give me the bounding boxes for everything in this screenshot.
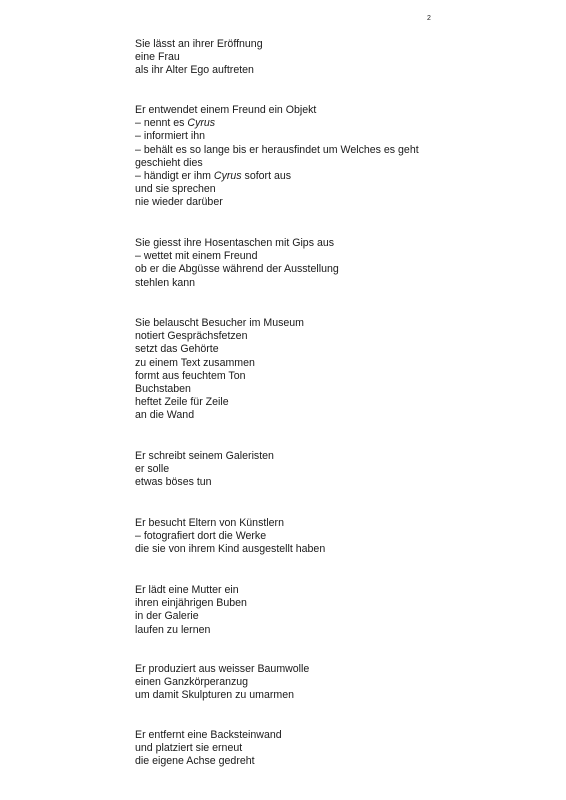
text-line: – händigt er ihm Cyrus sofort aus bbox=[135, 169, 292, 182]
text-line: einen Ganzkörperanzug bbox=[135, 676, 249, 689]
stanza-8 bbox=[135, 663, 309, 703]
text-line: – fotografiert dort die Werke bbox=[135, 530, 267, 543]
text-line: Sie belauscht Besucher im Museum bbox=[135, 317, 304, 329]
text-line: laufen zu lernen bbox=[135, 623, 211, 636]
text-line: geschieht dies bbox=[135, 156, 203, 169]
text-line: – informiert ihn bbox=[135, 130, 206, 143]
text-line: in der Galerie bbox=[135, 610, 199, 623]
text-line: ihren einjährigen Buben bbox=[135, 597, 247, 610]
stanza-1 bbox=[135, 38, 263, 78]
text-line: etwas böses tun bbox=[135, 476, 212, 489]
text-line: an die Wand bbox=[135, 409, 195, 422]
text-line: – behält es so lange bis er herausfindet um Welches es geht bbox=[135, 143, 419, 156]
text-line: um damit Skulpturen zu umarmen bbox=[135, 689, 294, 702]
text-line: Er schreibt seinem Galeristen bbox=[135, 450, 274, 462]
text-line: Er entfernt eine Backsteinwand bbox=[135, 729, 282, 741]
stanza-2 bbox=[135, 104, 419, 210]
stanza-4 bbox=[135, 317, 304, 423]
stanza-9 bbox=[135, 729, 282, 769]
text-line: heftet Zeile für Zeile bbox=[135, 396, 229, 409]
text-line: Sie lässt an ihrer Eröffnung bbox=[135, 38, 263, 50]
text-line: zu einem Text zusammen bbox=[135, 356, 255, 369]
text-line: ob er die Abgüsse während der Ausstellung bbox=[135, 263, 339, 276]
text-line: – wettet mit einem Freund bbox=[135, 250, 258, 263]
stanza-5 bbox=[135, 450, 274, 490]
text-line: Er entwendet einem Freund ein Objekt bbox=[135, 104, 317, 116]
stanza-3 bbox=[135, 237, 339, 290]
text-line: formt aus feuchtem Ton bbox=[135, 369, 246, 382]
stanza-7 bbox=[135, 584, 247, 637]
text-line: eine Frau bbox=[135, 51, 180, 64]
text-line: die sie von ihrem Kind ausgestellt haben bbox=[135, 543, 326, 556]
text-line: die eigene Achse gedreht bbox=[135, 755, 255, 768]
text-line: und sie sprechen bbox=[135, 183, 216, 196]
text-line: Er lädt eine Mutter ein bbox=[135, 584, 239, 596]
text-line: notiert Gesprächsfetzen bbox=[135, 330, 248, 343]
text-line: Buchstaben bbox=[135, 382, 191, 395]
stanza-6 bbox=[135, 517, 325, 557]
text-line: Sie giesst ihre Hosentaschen mit Gips aus bbox=[135, 237, 335, 249]
text-line: Er besucht Eltern von Künstlern bbox=[135, 517, 284, 529]
text-line: – nennt es Cyrus bbox=[135, 117, 216, 130]
text-line: setzt das Gehörte bbox=[135, 343, 219, 356]
text-line: nie wieder darüber bbox=[135, 196, 223, 209]
text-line: als ihr Alter Ego auftreten bbox=[135, 64, 254, 77]
text-line: Er produziert aus weisser Baumwolle bbox=[135, 663, 310, 675]
text-line: und platziert sie erneut bbox=[135, 742, 243, 755]
text-line: stehlen kann bbox=[135, 276, 196, 289]
text-line: er solle bbox=[135, 463, 170, 476]
page-number: 2 bbox=[427, 15, 431, 22]
